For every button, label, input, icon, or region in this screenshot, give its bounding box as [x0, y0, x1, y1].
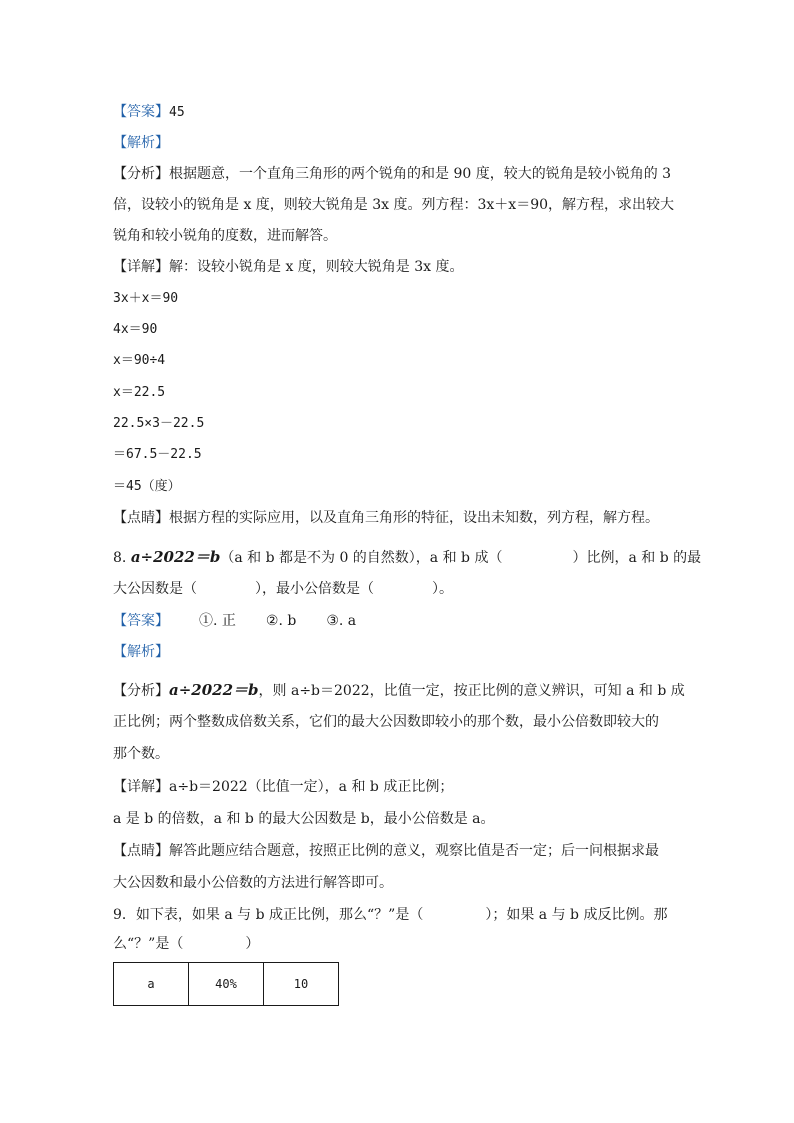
- q7-fenxi-line-3: 锐角和较小锐角的度数，进而解答。: [113, 228, 337, 244]
- q7-step: 4x＝90: [113, 322, 158, 337]
- q7-xiangjie-line: [113, 257, 464, 277]
- q8-stem-text: ）比例，a 和 b 的最: [572, 550, 702, 566]
- q8-stem-text: （a 和 b 都是不为 0 的自然数），a 和 b 成（: [220, 550, 503, 566]
- q7-step: 22.5×3－22.5: [113, 416, 205, 431]
- question-number: 8.: [113, 550, 127, 566]
- q8-fenxi-line-3: 那个数。: [113, 746, 169, 762]
- q7-step: x＝90÷4: [113, 353, 166, 368]
- q8-answer-3: ③. a: [326, 613, 357, 629]
- q7-fenxi-line-2: 倍，设较小的锐角是 x 度，则较大锐角是 3x 度。列方程：3x＋x＝90，解方程，求出较大: [113, 197, 675, 213]
- q8-answer-line: [113, 611, 356, 631]
- q7-step: ＝67.5－22.5: [113, 447, 202, 462]
- q8-answer-2: ②. b: [265, 613, 297, 629]
- q7-dianjing-line: [113, 508, 659, 528]
- q8-fenxi-formula: a÷2022＝b: [169, 681, 259, 699]
- dianjing-text: 根据方程的实际应用，以及直角三角形的特征，设出未知数，列方程，解方程。: [169, 510, 659, 526]
- dianjing-text: 解答此题应结合题意，按照正比例的意义，观察比值是否一定；后一问根据求最: [169, 843, 659, 859]
- fenxi-text: ，则 a÷b＝2022，比值一定，按正比例的意义辨识，可知 a 和 b 成: [258, 683, 685, 699]
- q9-stem-text: 9．如下表，如果 a 与 b 成正比例，那么“？”是（: [113, 907, 424, 923]
- answer-tag: 【答案】: [113, 613, 169, 629]
- q8-dianjing-line-1: [113, 841, 659, 861]
- q8-xiangjie-line-2: a 是 b 的倍数，a 和 b 的最大公因数是 b，最小公倍数是 a。: [113, 811, 495, 827]
- xiangjie-text: a÷b＝2022（比值一定），a 和 b 成正比例；: [169, 779, 454, 795]
- analysis-tag: 【解析】: [113, 644, 169, 660]
- dianjing-tag: 【点睛】: [113, 510, 169, 526]
- q7-analysis-heading: [113, 133, 169, 153]
- q7-step: ＝45（度）: [113, 479, 181, 494]
- q8-fenxi-line-1: [113, 680, 685, 701]
- q7-step: x＝22.5: [113, 385, 166, 400]
- q9-stem-line-2: [113, 934, 259, 954]
- table-cell: 40%: [189, 963, 264, 1006]
- analysis-tag: 【解析】: [113, 135, 169, 151]
- fenxi-text: 根据题意，一个直角三角形的两个锐角的和是 90 度，较大的锐角是较小锐角的 3: [169, 166, 672, 182]
- table-row: [114, 963, 339, 1006]
- fenxi-tag: 【分析】: [113, 166, 169, 182]
- q8-fenxi-line-2: 正比例；两个整数成倍数关系，它们的最大公因数即较小的那个数，最小公倍数即较大的: [113, 714, 659, 730]
- answer-tag: 【答案】: [113, 104, 169, 120]
- dianjing-tag: 【点睛】: [113, 843, 169, 859]
- xiangjie-tag: 【详解】: [113, 779, 169, 795]
- table-cell: a: [114, 963, 189, 1006]
- q8-formula: a÷2022＝b: [130, 548, 221, 566]
- q9-stem-text: ）；如果 a 与 b 成反比例。那: [485, 907, 668, 923]
- q8-answer-1: ①. 正: [199, 613, 236, 629]
- table-cell: 10: [264, 963, 339, 1006]
- q8-stem-line-2: [113, 579, 453, 599]
- q8-stem-text: ）。: [432, 581, 453, 597]
- q7-fenxi-line-1: [113, 164, 671, 184]
- fenxi-tag: 【分析】: [113, 683, 169, 699]
- q9-stem-text: ）: [245, 936, 260, 952]
- q8-stem-text: ），最小公倍数是（: [255, 581, 374, 597]
- q8-analysis-heading: [113, 642, 169, 662]
- q7-answer-line: [113, 102, 185, 123]
- q8-dianjing-line-2: 大公因数和最小公倍数的方法进行解答即可。: [113, 875, 393, 891]
- q9-stem-line-1: [113, 905, 667, 925]
- q8-stem-text: 大公因数是（: [113, 581, 197, 597]
- q9-stem-text: 么“？”是（: [113, 936, 184, 952]
- q8-stem-line-1: [113, 547, 701, 568]
- q7-step: 3x＋x＝90: [113, 291, 179, 306]
- xiangjie-text: 解：设较小锐角是 x 度，则较大锐角是 3x 度。: [169, 259, 464, 275]
- q8-xiangjie-line-1: [113, 777, 453, 797]
- q9-table: [113, 962, 339, 1006]
- answer-value: 45: [169, 105, 185, 120]
- xiangjie-tag: 【详解】: [113, 259, 169, 275]
